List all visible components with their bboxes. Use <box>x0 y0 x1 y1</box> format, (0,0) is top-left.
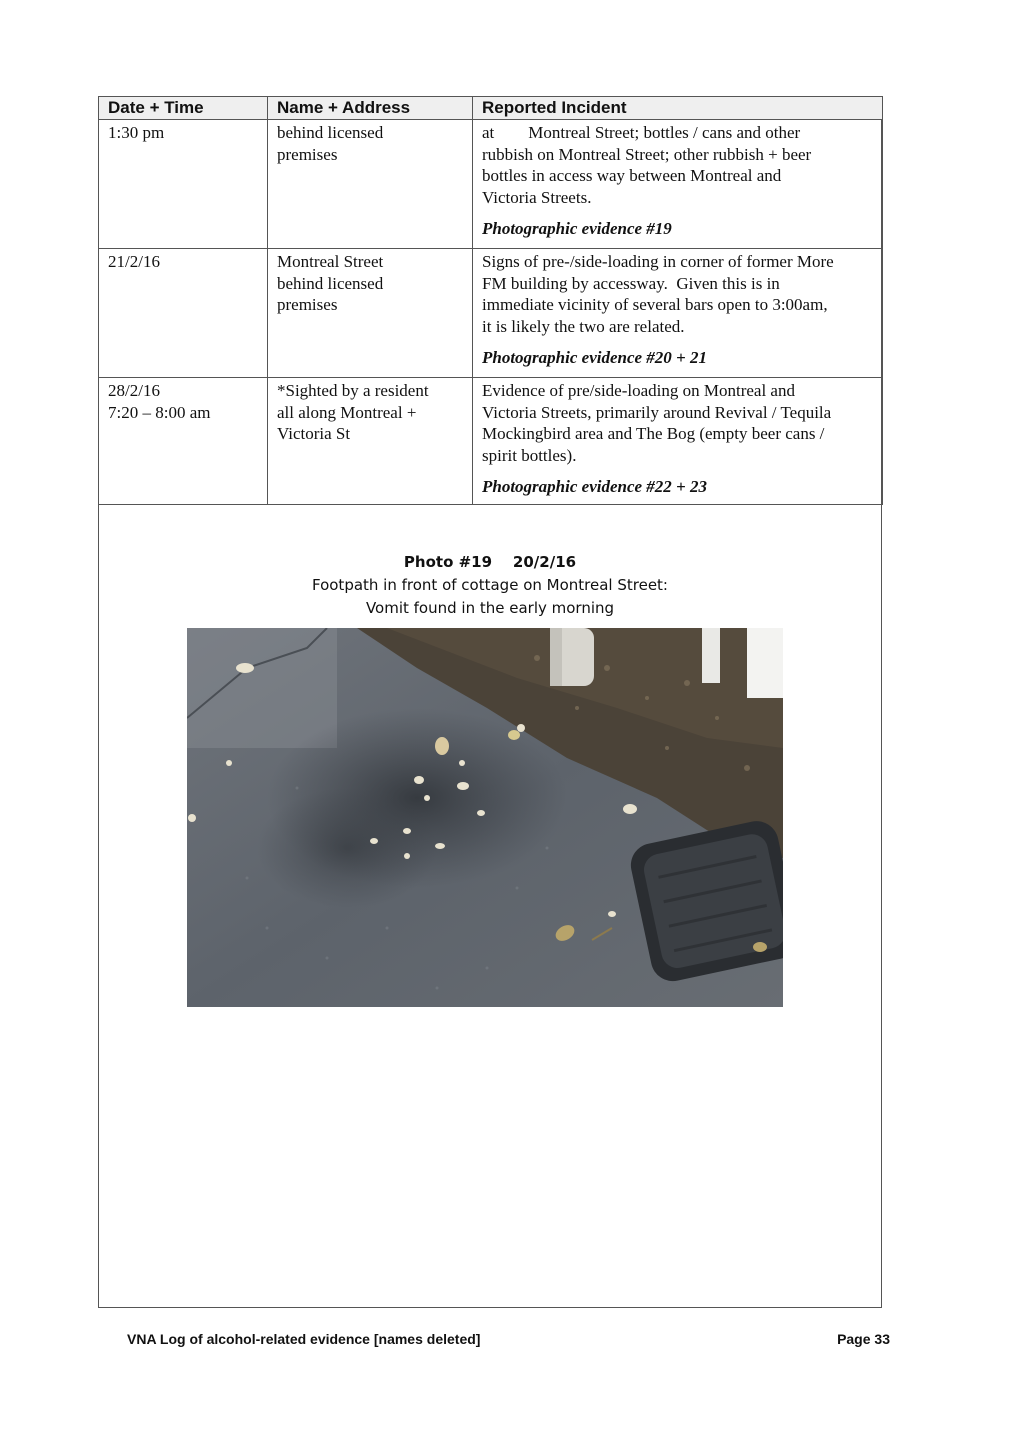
name-cell <box>268 378 473 505</box>
evidence-reference: Photographic evidence #22 + 23 <box>482 477 707 496</box>
name-cell <box>268 120 473 249</box>
incident-text: spirit bottles). <box>482 445 577 465</box>
incident-cell <box>473 120 883 249</box>
incident-text: bottles in access way between Montreal and <box>482 166 782 185</box>
evidence-reference: Photographic evidence #20 + 21 <box>482 348 707 367</box>
name-text: behind licensed <box>277 123 384 142</box>
incident-text: Mockingbird area and The Bog (empty beer cans / <box>482 424 825 443</box>
footer-document-title: VNA Log of alcohol-related evidence [names deleted] <box>127 1331 481 1347</box>
name-text: behind licensed <box>277 273 384 293</box>
table-row <box>99 120 883 249</box>
date-text: 1:30 pm <box>108 123 165 142</box>
incident-text: FM building by accessway. Given this is in <box>482 273 780 293</box>
incident-text: Victoria Streets. <box>482 187 592 207</box>
name-text: Montreal Street <box>277 252 384 271</box>
date-cell <box>99 378 268 505</box>
incident-text: at Montreal Street; bottles / cans and other <box>482 123 801 142</box>
evidence-photo <box>187 628 783 1007</box>
name-text: all along Montreal + <box>277 402 417 422</box>
name-text: premises <box>277 144 338 164</box>
footpath-photo-image <box>187 628 783 1007</box>
name-text: premises <box>277 295 338 314</box>
incident-text: immediate vicinity of several bars open to 3:00am, <box>482 295 828 314</box>
header-name-address: Name + Address <box>268 97 473 120</box>
table-row <box>99 249 883 378</box>
incident-cell <box>473 249 883 378</box>
table-header-row <box>99 97 883 120</box>
evidence-reference: Photographic evidence #19 <box>482 219 672 238</box>
evidence-log-table <box>98 96 883 505</box>
date-cell <box>99 249 268 378</box>
table-row <box>99 378 883 505</box>
header-reported-incident: Reported Incident <box>473 97 883 120</box>
name-cell <box>268 249 473 378</box>
incident-text: it is likely the two are related. <box>482 316 685 336</box>
photo-title: Photo #19 20/2/16 <box>403 553 577 571</box>
incident-text: Victoria Streets, primarily around Revival / Tequila <box>482 402 832 422</box>
footer-page-number: Page 33 <box>837 1331 890 1347</box>
incident-text: rubbish on Montreal Street; other rubbish + beer <box>482 144 812 164</box>
incident-cell <box>473 378 883 505</box>
incident-text: Evidence of pre/side-loading on Montreal and <box>482 381 795 400</box>
photo-caption-line-1: Footpath in front of cottage on Montreal Street: <box>311 576 668 594</box>
time-text: 7:20 – 8:00 am <box>108 402 211 422</box>
name-text: *Sighted by a resident <box>277 381 429 400</box>
incident-text: Signs of pre-/side-loading in corner of former More <box>482 252 834 271</box>
name-text: Victoria St <box>277 424 351 443</box>
date-text: 21/2/16 <box>108 252 160 271</box>
date-text: 28/2/16 <box>108 381 160 400</box>
header-date-time: Date + Time <box>99 97 268 120</box>
photo-caption-line-2: Vomit found in the early morning <box>365 599 615 617</box>
date-cell <box>99 120 268 249</box>
